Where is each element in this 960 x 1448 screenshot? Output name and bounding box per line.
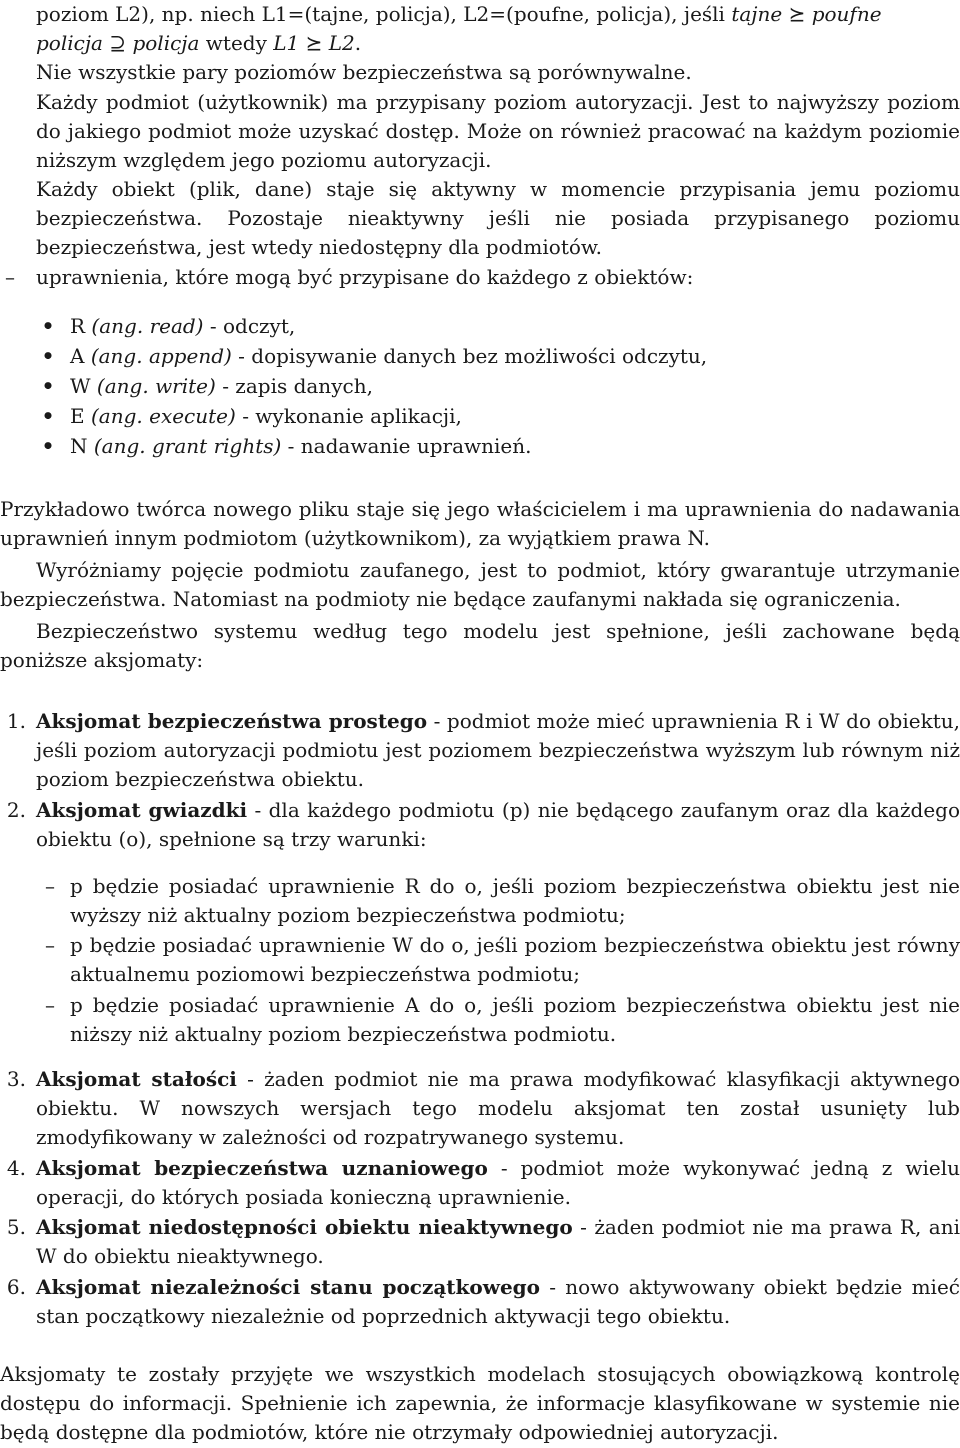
dash-marker: – bbox=[45, 993, 55, 1017]
permissions-list bbox=[0, 312, 960, 462]
axiom-1 bbox=[0, 707, 960, 794]
permission-entry bbox=[70, 372, 373, 401]
intro-text: poziom L2), np. niech L1=(tajne, policja), L2=(poufne, policja), jeśli bbox=[36, 2, 725, 26]
math-policja: policja bbox=[132, 31, 200, 55]
permission-desc: - dopisywanie danych bez możliwości odczytu, bbox=[238, 344, 708, 368]
paragraph-owner: Przykładowo twórca nowego pliku staje się jego właścicielem i ma uprawnienia do nadawania uprawnień innym podmiotom (użytkownikom), za wyjątkiem prawa N. bbox=[0, 497, 960, 550]
permission-ang: (ang. bbox=[90, 344, 143, 368]
condition-text: p będzie posiadać uprawnienie W do o, jeśli poziom bezpieczeństwa obiektu jest równy aktualnemu poziomowi bezpieczeństwa podmiotu; bbox=[70, 933, 960, 986]
condition-text: p będzie posiadać uprawnienie R do o, jeśli poziom bezpieczeństwa obiektu jest nie wyższy niż aktualny poziom bezpieczeństwa podmiotu; bbox=[70, 874, 960, 927]
axiom-body bbox=[36, 707, 960, 794]
intro-text: . bbox=[354, 31, 362, 55]
bullet-icon: • bbox=[41, 434, 55, 458]
permission-desc: - wykonanie aplikacji, bbox=[242, 404, 462, 428]
axiom-number: 5. bbox=[6, 1215, 26, 1239]
supseteq-symbol: ⊇ bbox=[109, 31, 127, 55]
math-poufne: poufne bbox=[811, 2, 882, 26]
geq-symbol: ⪰ bbox=[305, 31, 323, 55]
bullet-icon: • bbox=[41, 314, 55, 338]
paragraph-authorization: Każdy podmiot (użytkownik) ma przypisany poziom autoryzacji. Jest to najwyższy poziom do jakiego podmiot może uzyskać dostęp. Może on również pracować na każdym poziomie niższym względem jego poziomu autoryzacji. bbox=[36, 90, 960, 172]
intro-line-1 bbox=[36, 0, 960, 29]
permission-term: grant rights) bbox=[152, 434, 282, 458]
axiom-title: Aksjomat bezpieczeństwa prostego bbox=[36, 709, 428, 733]
intro-text: wtedy bbox=[205, 31, 267, 55]
axiom-body bbox=[36, 1154, 960, 1212]
permission-code: W bbox=[70, 374, 91, 398]
permission-code: N bbox=[70, 434, 88, 458]
list-item bbox=[0, 402, 960, 432]
list-item bbox=[0, 342, 960, 372]
axiom-number: 2. bbox=[6, 798, 26, 822]
star-condition bbox=[0, 872, 960, 930]
axiom-number: 1. bbox=[6, 709, 26, 733]
axiom-text: - nowo aktywowany obiekt będzie mieć stan początkowy niezależnie od poprzednich aktywacji tego obiektu. bbox=[36, 1275, 960, 1328]
axiom-3 bbox=[0, 1065, 960, 1152]
bullet-icon: • bbox=[41, 374, 55, 398]
axiom-text: - żaden podmiot nie ma prawa R, ani W do obiektu nieaktywnego. bbox=[36, 1215, 960, 1268]
axiom-text: - żaden podmiot nie ma prawa modyfikować klasyfikacji aktywnego obiektu. W nowszych wersjach tego modelu aksjomat ten został usunięty lub zmodyfikowany w zależności od rozpatrywanego systemu. bbox=[36, 1067, 960, 1149]
axiom-body bbox=[36, 796, 960, 854]
list-item bbox=[0, 372, 960, 402]
geq-symbol: ⪰ bbox=[788, 2, 806, 26]
list-item bbox=[0, 432, 960, 462]
axiom-title: Aksjomat niezależności stanu początkowego bbox=[36, 1275, 540, 1299]
math-l2: L2 bbox=[328, 31, 355, 55]
axiom-2 bbox=[0, 796, 960, 854]
permission-desc: - nadawanie uprawnień. bbox=[287, 434, 532, 458]
permission-code: A bbox=[70, 344, 85, 368]
axiom-number: 6. bbox=[6, 1275, 26, 1299]
permission-ang: (ang. bbox=[93, 434, 146, 458]
permission-entry bbox=[70, 432, 531, 461]
paragraph-levels: Nie wszystkie pary poziomów bezpieczeństwa są porównywalne. bbox=[36, 60, 692, 84]
permission-desc: - odczyt, bbox=[209, 314, 296, 338]
axiom-title: Aksjomat niedostępności obiektu nieaktywnego bbox=[36, 1215, 573, 1239]
star-condition bbox=[0, 991, 960, 1049]
permission-desc: - zapis danych, bbox=[222, 374, 373, 398]
permission-ang: (ang. bbox=[91, 314, 144, 338]
permission-code: E bbox=[70, 404, 85, 428]
permission-entry bbox=[70, 402, 462, 431]
axiom-4 bbox=[0, 1154, 960, 1212]
axiom-body bbox=[36, 1065, 960, 1152]
dash-marker: – bbox=[5, 265, 15, 289]
axiom-number: 3. bbox=[6, 1067, 26, 1091]
axiom-title: Aksjomat gwiazdki bbox=[36, 798, 248, 822]
axiom-text: - podmiot może mieć uprawnienia R i W do obiektu, jeśli poziom autoryzacji podmiotu jest poziomem bezpieczeństwa wyższym lub równym niż poziom bezpieczeństwa obiektu. bbox=[36, 709, 960, 791]
permission-entry bbox=[70, 342, 707, 371]
condition-text: p będzie posiadać uprawnienie A do o, jeśli poziom bezpieczeństwa obiektu jest nie niższy niż aktualny poziom bezpieczeństwa podmiotu. bbox=[70, 993, 960, 1046]
bullet-icon: • bbox=[41, 344, 55, 368]
axiom-6 bbox=[0, 1273, 960, 1331]
list-item bbox=[0, 312, 960, 342]
permission-code: R bbox=[70, 314, 86, 338]
axiom-text: - podmiot może wykonywać jedną z wielu operacji, do których posiada konieczną uprawnienie. bbox=[36, 1156, 960, 1209]
intro-line-2 bbox=[36, 29, 960, 58]
paragraph-object: Każdy obiekt (plik, dane) staje się aktywny w momencie przypisania jemu poziomu bezpieczeństwa. Pozostaje nieaktywny jeśli nie posiada przypisanego poziomu bezpieczeństwa, jest wtedy niedostępny dla podmiotów. bbox=[36, 177, 960, 259]
permission-ang: (ang. bbox=[96, 374, 149, 398]
axiom-number: 4. bbox=[6, 1156, 26, 1180]
permission-term: append) bbox=[148, 344, 232, 368]
axiom-body bbox=[36, 1273, 960, 1331]
permission-term: read) bbox=[149, 314, 204, 338]
axiom-title: Aksjomat bezpieczeństwa uznaniowego bbox=[36, 1156, 488, 1180]
axiom-text: - dla każdego podmiotu (p) nie będącego zaufanym oraz dla każdego obiektu (o), spełnione są trzy warunki: bbox=[36, 798, 960, 851]
dash-marker: – bbox=[45, 933, 55, 957]
axiom-body bbox=[36, 1213, 960, 1271]
permission-ang: (ang. bbox=[90, 404, 143, 428]
math-l1: L1 bbox=[273, 31, 300, 55]
math-tajne: tajne bbox=[731, 2, 783, 26]
axiom-5 bbox=[0, 1213, 960, 1271]
permissions-intro: uprawnienia, które mogą być przypisane do każdego z obiektów: bbox=[36, 265, 694, 289]
dash-marker: – bbox=[45, 874, 55, 898]
permission-entry bbox=[70, 312, 295, 341]
axiom-title: Aksjomat stałości bbox=[36, 1067, 237, 1091]
permission-term: write) bbox=[155, 374, 216, 398]
paragraph-trusted: Wyróżniamy pojęcie podmiotu zaufanego, jest to podmiot, który gwarantuje utrzymanie bezpieczeństwa. Natomiast na podmioty nie będące zaufanymi nakłada się ograniczenia. bbox=[0, 558, 960, 611]
paragraph-axioms-intro: Bezpieczeństwo systemu według tego modelu jest spełnione, jeśli zachowane będą poniższe aksjomaty: bbox=[0, 619, 960, 672]
permission-term: execute) bbox=[149, 404, 236, 428]
paragraph-final: Aksjomaty te zostały przyjęte we wszystkich modelach stosujących obowiązkową kontrolę dostępu do informacji. Spełnienie ich zapewnia, że informacje klasyfikowane w systemie nie będą dostępne dla podmiotów, które nie otrzymały odpowiedniej autoryzacji. bbox=[0, 1362, 960, 1444]
math-policja: policja bbox=[36, 31, 103, 55]
bullet-icon: • bbox=[41, 404, 55, 428]
star-condition bbox=[0, 931, 960, 989]
